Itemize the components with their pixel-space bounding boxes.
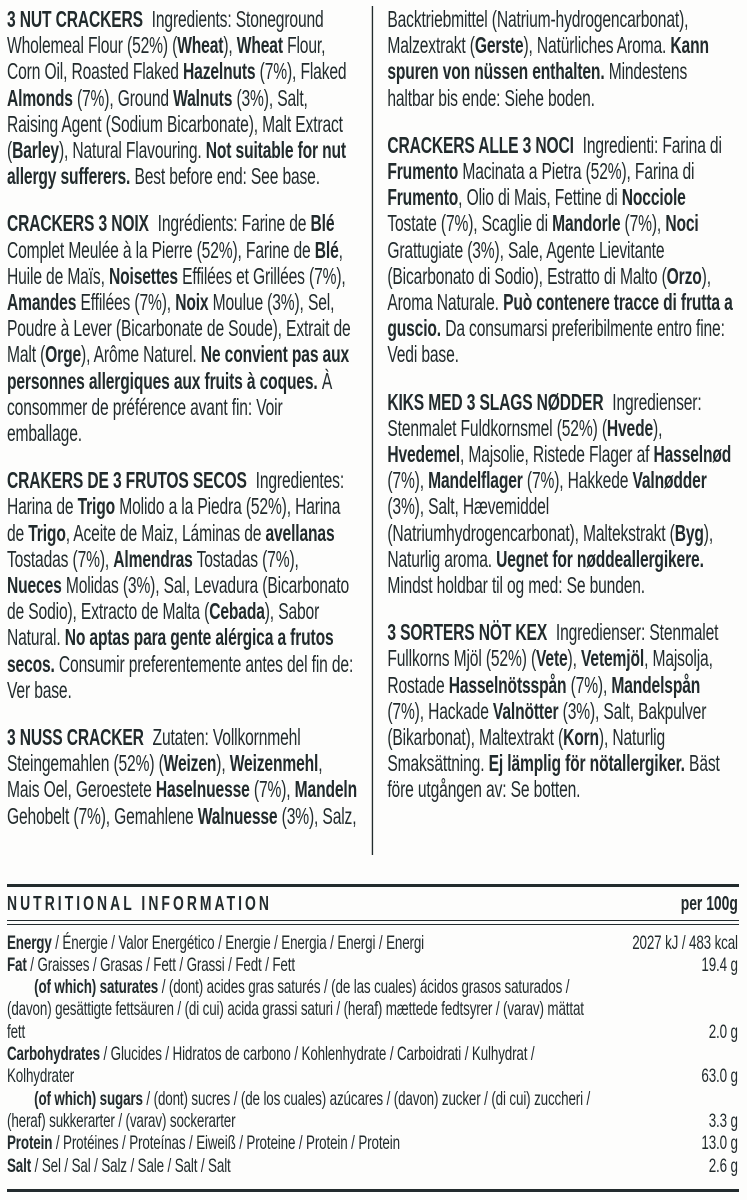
nutrition-row-label: Energy / Énergie / Valor Energético / Energie / Energia / Energi / Energi [7, 931, 425, 954]
section-body: Ingredients: Stoneground Wholemeal Flour (52%) (Wheat), Wheat Flour, Corn Oil, Roasted Flaked Hazelnuts (7%), Flaked Almonds (7%), Ground Walnuts (3%), Salt, Raising Agent (Sodium Bicarbonate), Malt Extract (Barley), Natural Flavouring. Not suitable for nut allergy sufferers. Best before end: See base. [7, 6, 347, 190]
section-ingredients-italian [387, 132, 738, 368]
nutrition-row-value: 19.4 g [701, 953, 738, 976]
nutrition-title: NUTRITIONAL INFORMATION [7, 892, 273, 915]
nutrition-row-value: 13.0 g [701, 1132, 738, 1155]
nutrition-row-value: 2.6 g [708, 1154, 738, 1177]
nutrition-row-label: (of which) saturates / (dont) acides gras saturés / (de las cuales) ácidos grasos saturados / (davon) gesättigte fettsäuren / (di cui) acida grassi saturi / (heraf) mættede fedtsyrer / (varav) mättat fett [7, 976, 584, 1043]
nutrition-row-fat [7, 954, 738, 976]
nutrition-row-label: Carbohydrates / Glucides / Hidratos de carbono / Kohlenhydrate / Carboidrati / Kulhydrat / Kolhydrater [7, 1043, 535, 1088]
nutrition-row-value: 2.0 g [708, 1020, 738, 1043]
section-heading: CRACKERS ALLE 3 NOCI [387, 131, 574, 158]
bottom-rule [7, 1189, 739, 1192]
section-body: Ingrédients: Farine de Blé Complet Meulée à la Pierre (52%), Farine de Blé, Huile de Maïs, Noisettes Effilées et Grillées (7%), Amandes Effilées (7%), Noix Moulue (3%), Sel, Poudre à Lever (Bicarbonate de Soude), Extrait de Malt (Orge), Arôme Naturel. Ne convient pas aux personnes allergiques aux fruits à coques. À consommer de préférence avant fin: Voir emballage. [7, 210, 351, 447]
section-ingredients-danish [387, 389, 738, 599]
nutrition-row-value: 3.3 g [708, 1109, 738, 1132]
section-heading: 3 NUSS CRACKER [7, 724, 144, 751]
nutrition-row-saturates [7, 976, 738, 1043]
nutrition-table [7, 932, 738, 1177]
nutrition-row-value: 2027 kJ / 483 kcal [632, 931, 738, 954]
nutrition-row-value: 63.0 g [701, 1065, 738, 1088]
nutrition-row-label: Fat / Graisses / Grasas / Fett / Grassi / Fedt / Fett [7, 953, 295, 976]
section-heading: CRAKERS DE 3 FRUTOS SECOS [7, 467, 247, 494]
nutrition-header [7, 887, 738, 920]
section-ingredients-spanish [7, 467, 358, 703]
nutrition-row-label: (of which) sugars / (dont) sucres / (de los cuales) azúcares / (davon) zucker / (di cui) zuccheri / (heraf) sukkerarter / (varav) sockerarter [7, 1087, 591, 1132]
section-body: Ingredienti: Farina di Frumento Macinata a Pietra (52%), Farina di Frumento, Olio di Mais, Fettine di Nocciole Tostate (7%), Scaglie di Mandorle (7%), Noci Grattugiate (3%), Sale, Agente Lievitante (Bicarbonato di Sodio), Estratto di Malto (Orzo), Aroma Naturale. Può contenere tracce di frutta a guscio. Da consumarsi preferibilmente entro fine: Vedi base. [387, 131, 733, 368]
nutrition-row-energy [7, 932, 738, 954]
section-heading: CRACKERS 3 NOIX [7, 210, 149, 237]
section-body: Ingredienser: Stenmalet Fuldkornsmel (52%) (Hvede), Hvedemel, Majsolie, Ristede Flager af Hasselnød (7%), Mandelflager (7%), Hakkede Valnødder (3%), Salt, Hævemiddel (Natriumhydrogencarbonat), Maltekstrakt (Byg), Naturlig aroma. Uegnet for nøddeallergikere. Mindst holdbar til og med: Se bunden. [387, 388, 732, 599]
nutrition-row-sugars [7, 1088, 738, 1133]
nutrition-double-rule [7, 920, 739, 925]
section-ingredients-english [7, 6, 358, 189]
section-ingredients-french [7, 210, 358, 446]
nutrition-row-label: Salt / Sel / Sal / Salz / Sale / Salt / Salt [7, 1154, 231, 1177]
nutrition-row-label: Protein / Protéines / Proteínas / Eiweiß / Proteine / Protein / Protein [7, 1132, 400, 1155]
ingredients-panel [7, 6, 738, 855]
nutrition-panel [7, 884, 739, 1177]
section-heading: 3 NUT CRACKERS [7, 6, 143, 32]
section-body: Zutaten: Vollkornmehl Steingemahlen (52%) (Weizen), Weizenmehl, Mais Oel, Geroestete Haselnuesse (7%), Mandeln Gehobelt (7%), Gemahlene Walnuesse (3%), Salz, Backtriebmittel (Natrium-hydrogencarbonat), Malzextrakt (Gerste), Natürliches Aroma. Kann spuren von nüssen enthalten. Mindestens haltbar bis ende: Siehe boden. [7, 6, 709, 829]
per-100g-label: per 100g [680, 892, 738, 915]
section-body: Ingredientes: Harina de Trigo Molido a la Piedra (52%), Harina de Trigo, Aceite de Maiz, Láminas de avellanas Tostadas (7%), Almendras Tostadas (7%), Nueces Molidas (3%), Sal, Levadura (Bicarbonato de Sodio), Extracto de Malta (Cebada), Sabor Natural. No aptas para gente alérgica a frutos secos. Consumir preferentemente antes del fin de: Ver base. [7, 467, 354, 703]
section-heading: KIKS MED 3 SLAGS NØDDER [387, 388, 604, 415]
section-heading: 3 SORTERS NÖT KEX [387, 619, 548, 646]
section-body: Ingredienser: Stenmalet Fullkorns Mjöl (52%) (Vete), Vetemjöl, Majsolja, Rostade Hasselnötsspån (7%), Mandelspån (7%), Hackade Valnötter (3%), Salt, Bakpulver (Bikarbonat), Maltextrakt (Korn), Naturlig Smaksättning. Ej lämplig för nötallergiker. Bäst före utgången av: Se botten. [387, 619, 720, 803]
nutrition-row-carbohydrates [7, 1043, 738, 1088]
nutrition-row-salt [7, 1155, 738, 1177]
nutrition-row-protein [7, 1132, 738, 1154]
section-ingredients-swedish [387, 619, 738, 802]
